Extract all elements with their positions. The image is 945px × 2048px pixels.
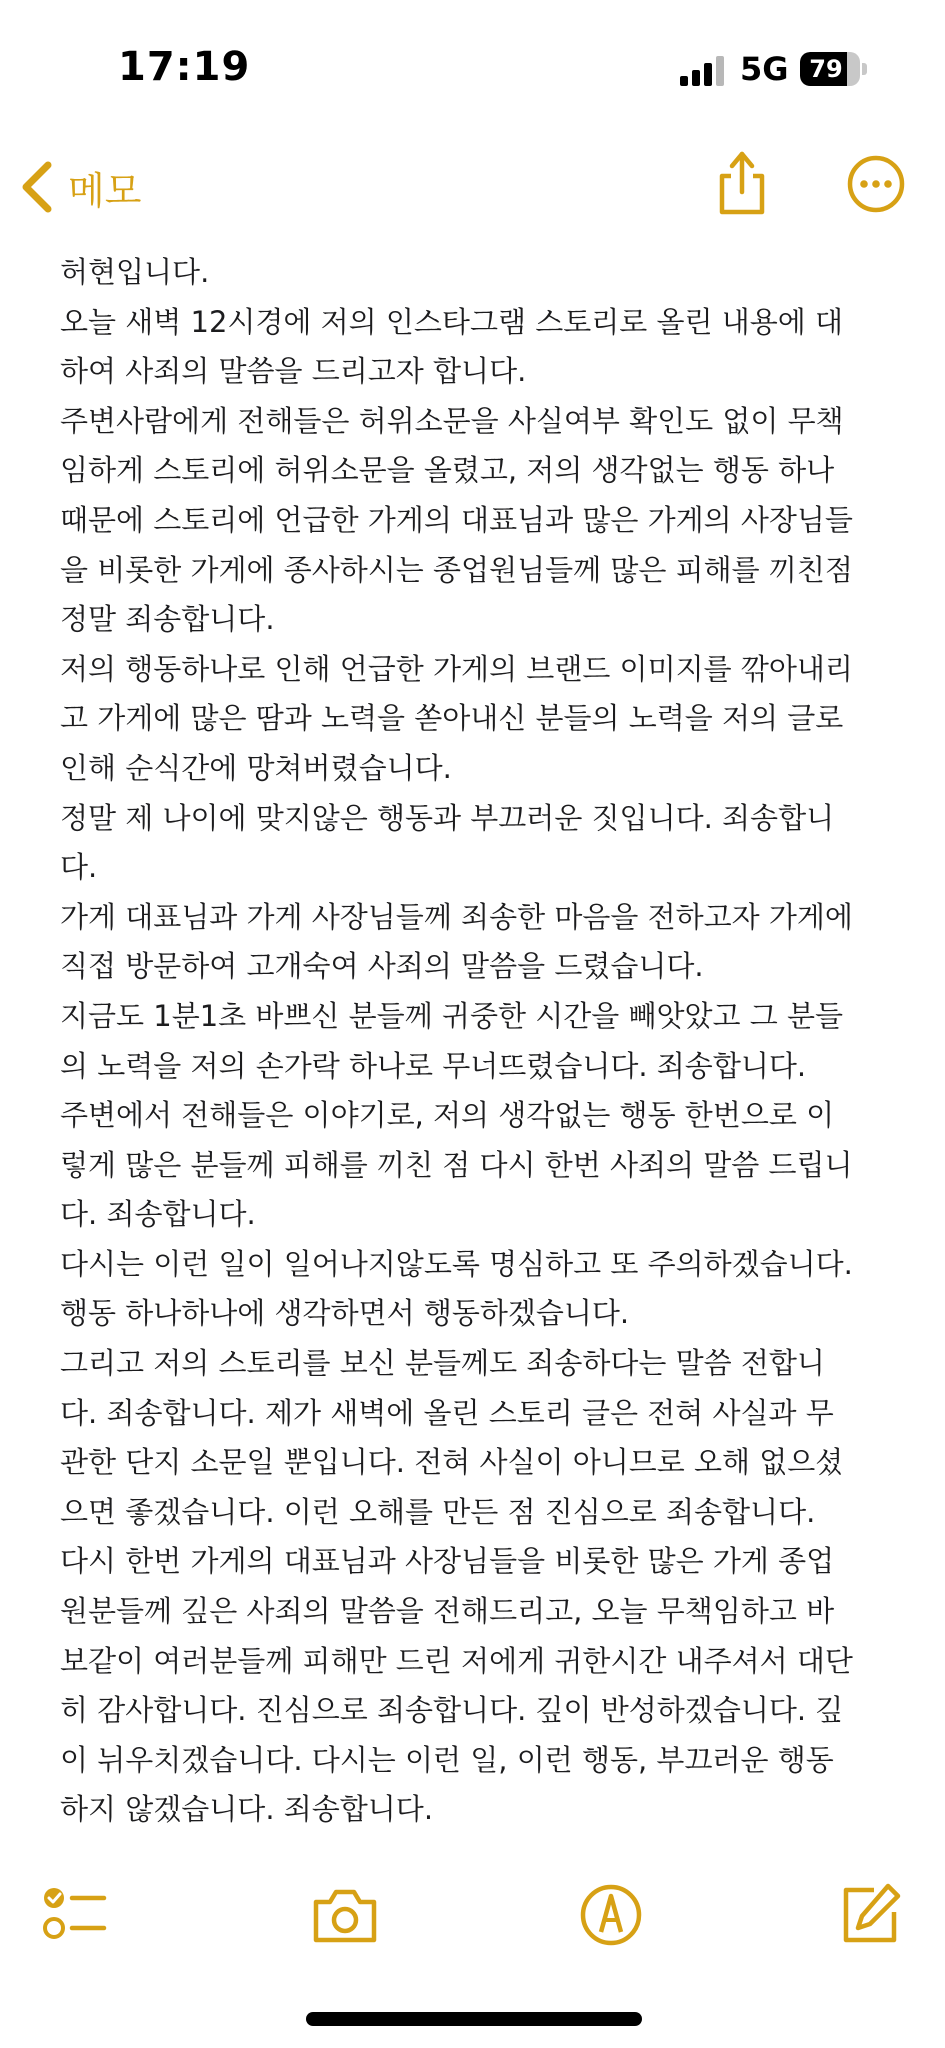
note-line: 정말 죄송합니다.	[60, 602, 275, 637]
note-line: 지금도 1분1초 바쁘신 분들께 귀중한 시간을 빼앗았고 그 분들	[60, 998, 843, 1033]
note-line: 주변사람에게 전해들은 허위소문을 사실여부 확인도 없이 무책	[60, 403, 844, 438]
note-line: 의 노력을 저의 손가락 하나로 무너뜨렸습니다. 죄송합니다.	[60, 1048, 807, 1083]
chevron-left-icon	[18, 159, 54, 215]
note-line: 인해 순식간에 망쳐버렸습니다.	[60, 750, 452, 785]
signal-icon	[680, 56, 726, 86]
back-button[interactable]	[18, 152, 141, 222]
note-line: 직접 방문하여 고개숙여 사죄의 말씀을 드렸습니다.	[60, 949, 704, 984]
bottom-toolbar	[0, 1880, 945, 1960]
note-line: 하지 않겠습니다. 죄송합니다.	[60, 1792, 434, 1827]
note-line: 때문에 스토리에 언급한 가게의 대표님과 많은 가게의 사장님들	[60, 502, 853, 537]
battery-icon	[800, 52, 868, 86]
note-line: 보같이 여러분들께 피해만 드린 저에게 귀한시간 내주셔서 대단	[60, 1643, 853, 1678]
more-icon[interactable]	[846, 154, 906, 214]
note-line: 을 비롯한 가게에 종사하시는 종업원님들께 많은 피해를 끼친점	[60, 552, 853, 587]
network-label: 5G	[740, 50, 789, 88]
camera-icon[interactable]	[310, 1880, 380, 1950]
note-body[interactable]	[60, 248, 890, 1835]
note-line: 으면 좋겠습니다. 이런 오해를 만든 점 진심으로 죄송합니다.	[60, 1494, 816, 1529]
note-line: 허현입니다.	[60, 255, 210, 289]
note-line: 다.	[60, 850, 98, 885]
status-time: 17:19	[118, 44, 251, 90]
note-line: 다시 한번 가게의 대표님과 사장님들을 비롯한 많은 가게 종업	[60, 1544, 835, 1579]
note-line: 히 감사합니다. 진심으로 죄송합니다. 깊이 반성하겠습니다. 깊	[60, 1693, 844, 1728]
note-line: 하여 사죄의 말씀을 드리고자 합니다.	[60, 354, 527, 389]
note-line: 원분들께 깊은 사죄의 말씀을 전해드리고, 오늘 무책임하고 바	[60, 1594, 835, 1629]
home-indicator	[306, 2012, 642, 2026]
compose-icon[interactable]	[834, 1880, 904, 1950]
battery-tip	[862, 63, 867, 75]
note-line: 임하게 스토리에 허위소문을 올렸고, 저의 생각없는 행동 하나	[60, 453, 835, 488]
note-line: 저의 행동하나로 인해 언급한 가게의 브랜드 이미지를 깎아내리	[60, 651, 853, 686]
markup-icon[interactable]	[576, 1880, 646, 1950]
battery-body	[800, 52, 860, 86]
note-line: 렇게 많은 분들께 피해를 끼친 점 다시 한번 사죄의 말씀 드립니	[60, 1147, 853, 1182]
note-line: 다. 죄송합니다.	[60, 1197, 256, 1232]
note-line: 가게 대표님과 가게 사장님들께 죄송한 마음을 전하고자 가게에	[60, 899, 853, 934]
note-line: 그리고 저의 스토리를 보신 분들께도 죄송하다는 말씀 전합니	[60, 1346, 825, 1381]
note-line: 오늘 새벽 12시경에 저의 인스타그램 스토리로 올린 내용에 대	[60, 304, 843, 339]
battery-percent: 79	[809, 55, 843, 83]
nav-bar	[0, 140, 945, 240]
note-line: 다시는 이런 일이 일어나지않도록 명심하고 또 주의하겠습니다.	[60, 1246, 853, 1281]
checklist-icon[interactable]	[40, 1880, 110, 1950]
status-bar	[0, 0, 945, 140]
share-icon[interactable]	[714, 146, 770, 218]
note-line: 고 가게에 많은 땀과 노력을 쏟아내신 분들의 노력을 저의 글로	[60, 701, 844, 736]
note-line: 이 뉘우치겠습니다. 다시는 이런 일, 이런 행동, 부끄러운 행동	[60, 1742, 834, 1777]
note-line: 다. 죄송합니다. 제가 새벽에 올린 스토리 글은 전혀 사실과 무	[60, 1395, 834, 1430]
note-line: 정말 제 나이에 맞지않은 행동과 부끄러운 짓입니다. 죄송합니	[60, 800, 835, 835]
note-line: 관한 단지 소문일 뿐입니다. 전혀 사실이 아니므로 오해 없으셨	[60, 1445, 844, 1480]
back-label: 메모	[68, 168, 142, 213]
note-line: 행동 하나하나에 생각하면서 행동하겠습니다.	[60, 1296, 630, 1331]
note-line: 주변에서 전해들은 이야기로, 저의 생각없는 행동 한번으로 이	[60, 1098, 835, 1133]
